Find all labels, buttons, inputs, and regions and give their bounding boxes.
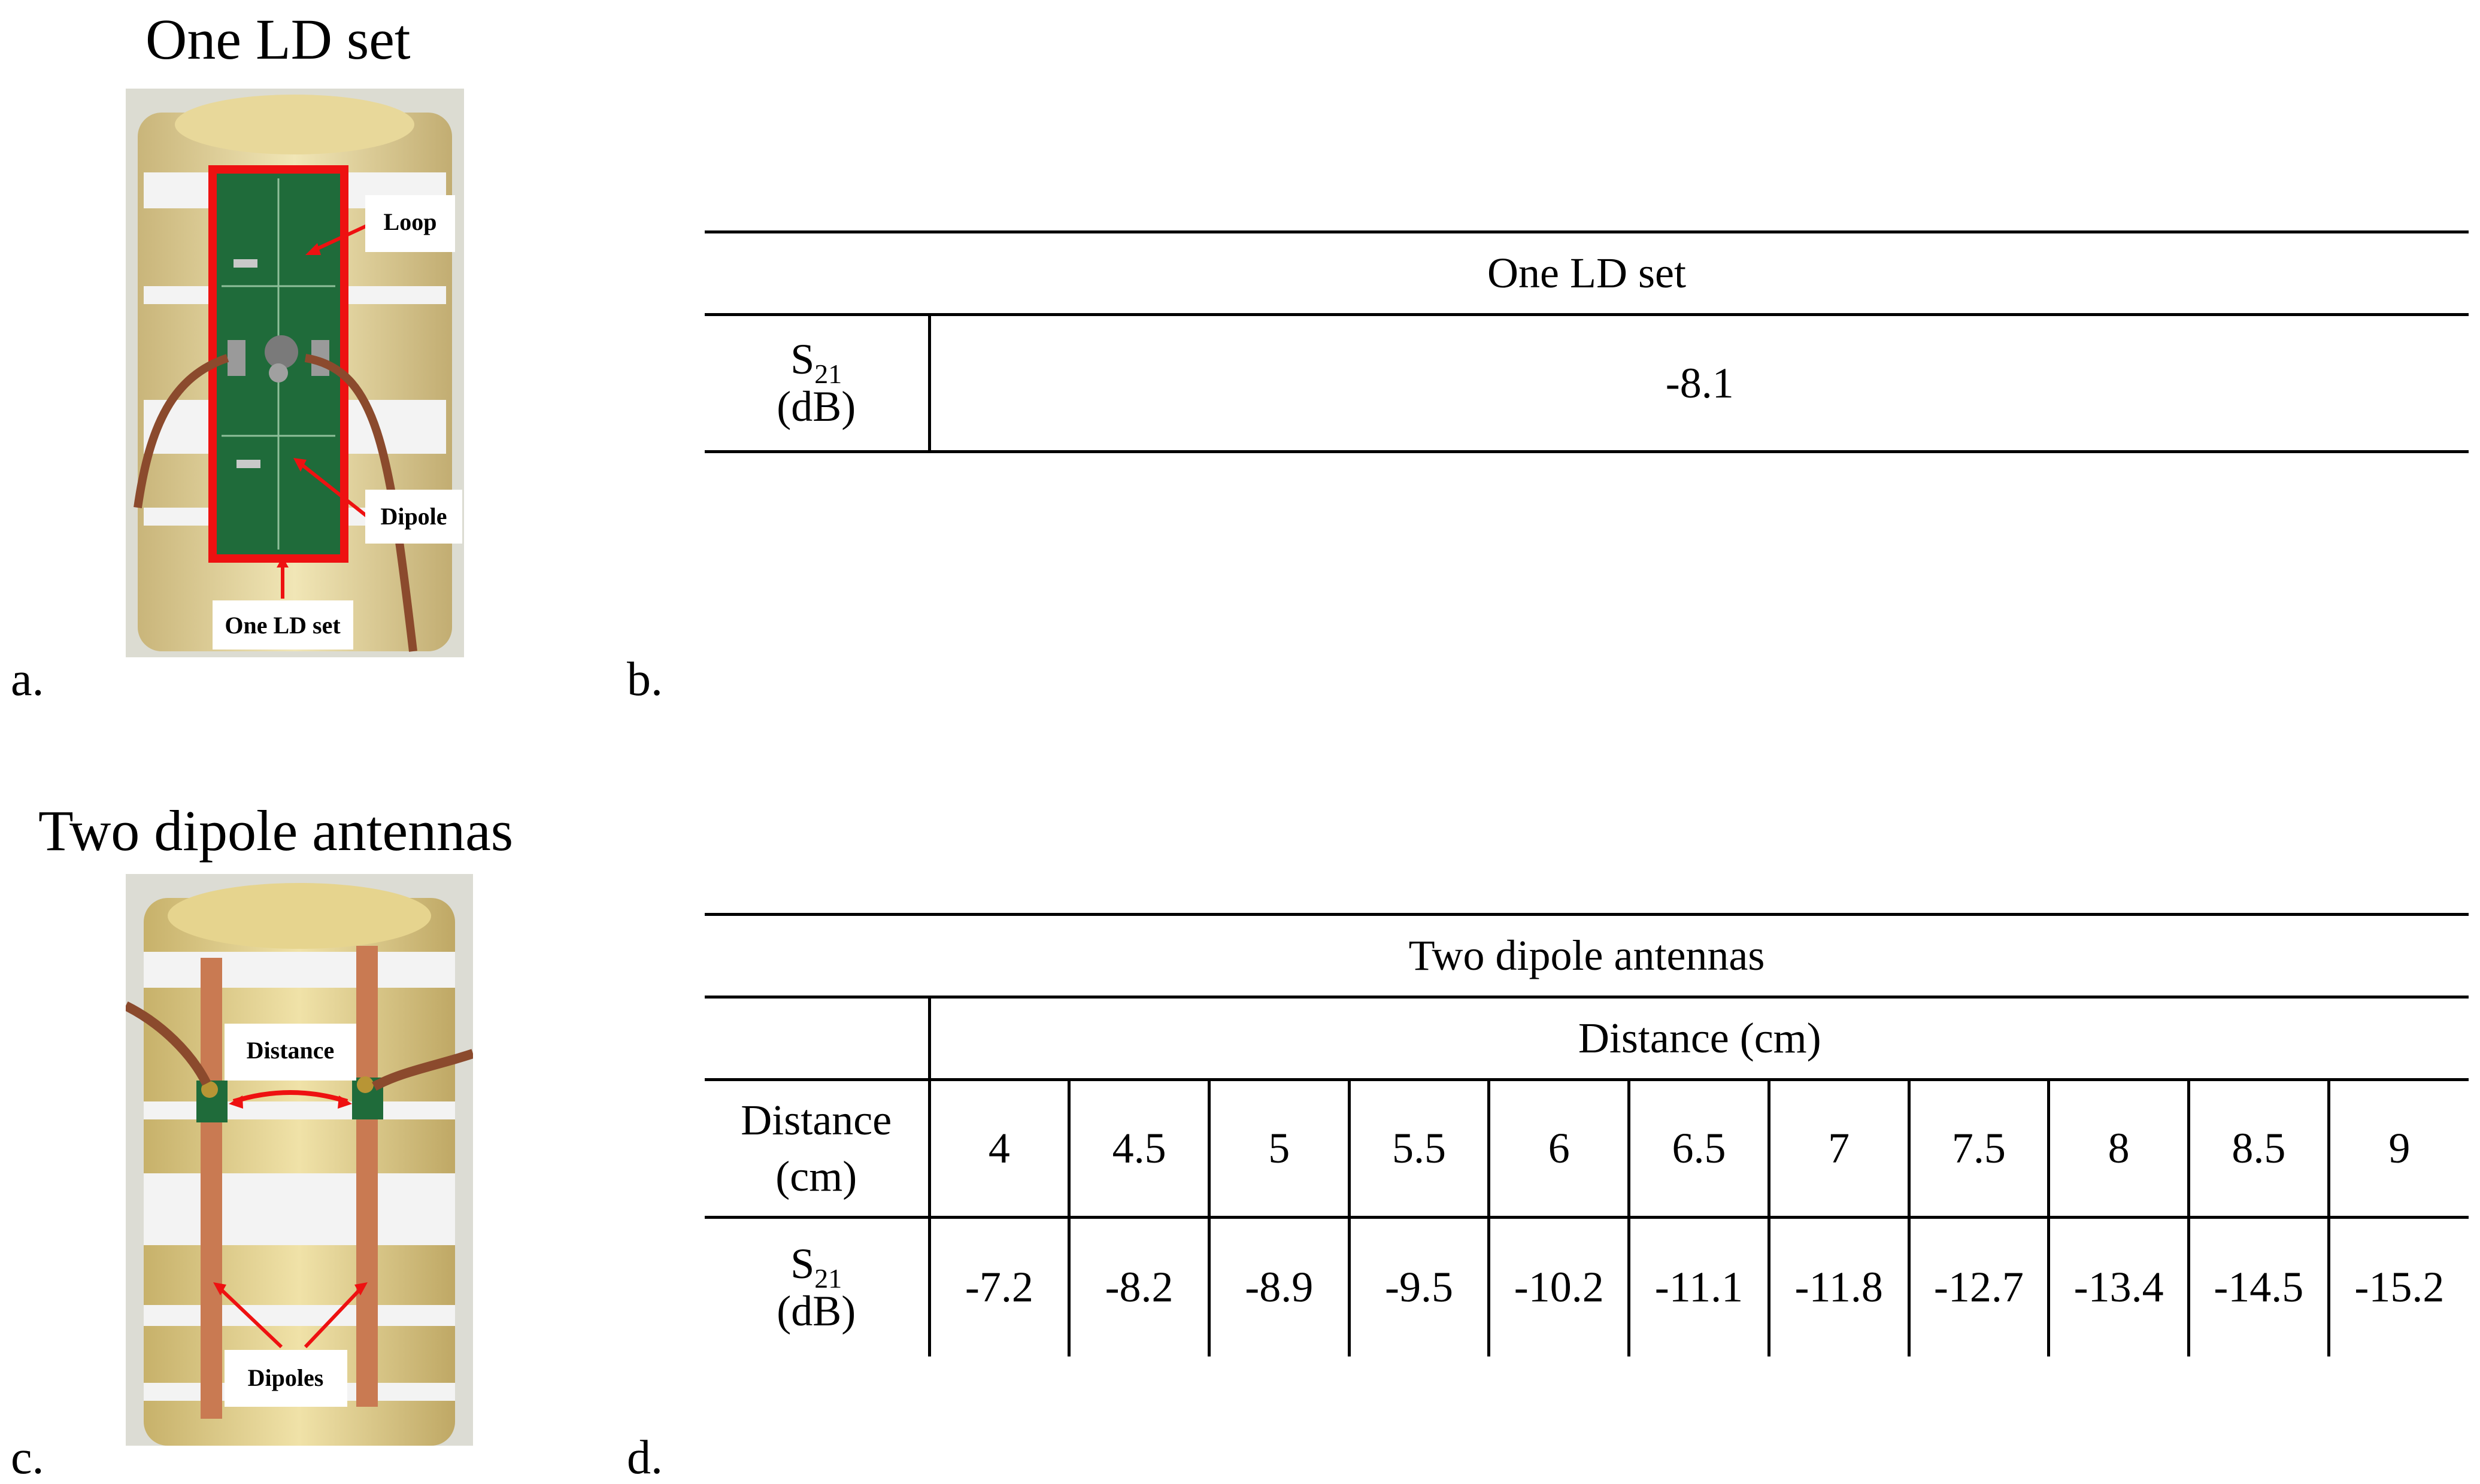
panel-b-letter: b.	[627, 653, 663, 706]
distance-group-header: Distance (cm)	[929, 997, 2469, 1080]
s21-value: -7.2	[929, 1218, 1069, 1356]
one-ld-set-photo	[126, 89, 464, 657]
one-ld-set-table-title: One LD set	[705, 232, 2469, 315]
distance-row	[705, 1080, 2469, 1218]
s21-subscript: 21	[814, 1263, 842, 1294]
s21-symbol: S	[790, 1239, 815, 1288]
distance-value: 7.5	[1909, 1080, 2049, 1218]
s21-value: -14.5	[2188, 1218, 2329, 1356]
distance-callout: Distance	[246, 1037, 335, 1064]
panel-c-title: Two dipole antennas	[38, 799, 514, 863]
s21-value: -10.2	[1489, 1218, 1629, 1356]
s21-row	[705, 1218, 2469, 1356]
s21-row-header	[705, 315, 929, 452]
two-dipole-table-title: Two dipole antennas	[705, 915, 2469, 997]
empty-corner-cell	[705, 997, 929, 1080]
dipoles-callout: Dipoles	[247, 1364, 324, 1391]
s21-value: -12.7	[1909, 1218, 2049, 1356]
s21-row-header	[705, 1218, 929, 1356]
panel-c-letter: c.	[11, 1431, 44, 1484]
s21-value: -15.2	[2354, 1263, 2445, 1312]
s21-subscript: 21	[814, 358, 842, 389]
dipole-callout: Dipole	[380, 503, 447, 530]
distance-value: 4	[929, 1080, 1069, 1218]
distance-value: 5.5	[1349, 1080, 1489, 1218]
distance-value: 8	[2049, 1080, 2189, 1218]
s21-value: -9.5	[1349, 1218, 1489, 1356]
distance-label: Distance	[741, 1095, 892, 1144]
one-ld-set-table	[705, 230, 2469, 453]
distance-row-header	[705, 1080, 929, 1218]
s21-value: -11.8	[1769, 1218, 1909, 1356]
s21-value: -8.9	[1209, 1218, 1349, 1356]
panel-a-letter: a.	[11, 653, 44, 706]
s21-value: -11.1	[1629, 1218, 1769, 1356]
distance-value: 6	[1489, 1080, 1629, 1218]
distance-value: 5	[1209, 1080, 1349, 1218]
two-dipole-photo	[126, 874, 473, 1446]
distance-value: 8.5	[2188, 1080, 2329, 1218]
two-dipole-table	[705, 913, 2469, 1356]
s21-symbol: S	[790, 335, 815, 383]
s21-value: -13.4	[2049, 1218, 2189, 1356]
one-ld-set-callout: One LD set	[225, 612, 341, 639]
s21-unit: (dB)	[777, 1286, 856, 1335]
distance-value: 7	[1769, 1080, 1909, 1218]
panel-d-letter: d.	[627, 1431, 663, 1484]
s21-unit: (dB)	[777, 383, 856, 430]
s21-value: -8.1	[1665, 359, 1734, 407]
panel-a-title: One LD set	[145, 7, 411, 71]
loop-callout: Loop	[383, 208, 437, 235]
s21-value: -8.2	[1069, 1218, 1209, 1356]
distance-value: 6.5	[1629, 1080, 1769, 1218]
distance-unit: (cm)	[775, 1152, 857, 1200]
distance-value: 4.5	[1069, 1080, 1209, 1218]
distance-value: 9	[2329, 1080, 2469, 1218]
